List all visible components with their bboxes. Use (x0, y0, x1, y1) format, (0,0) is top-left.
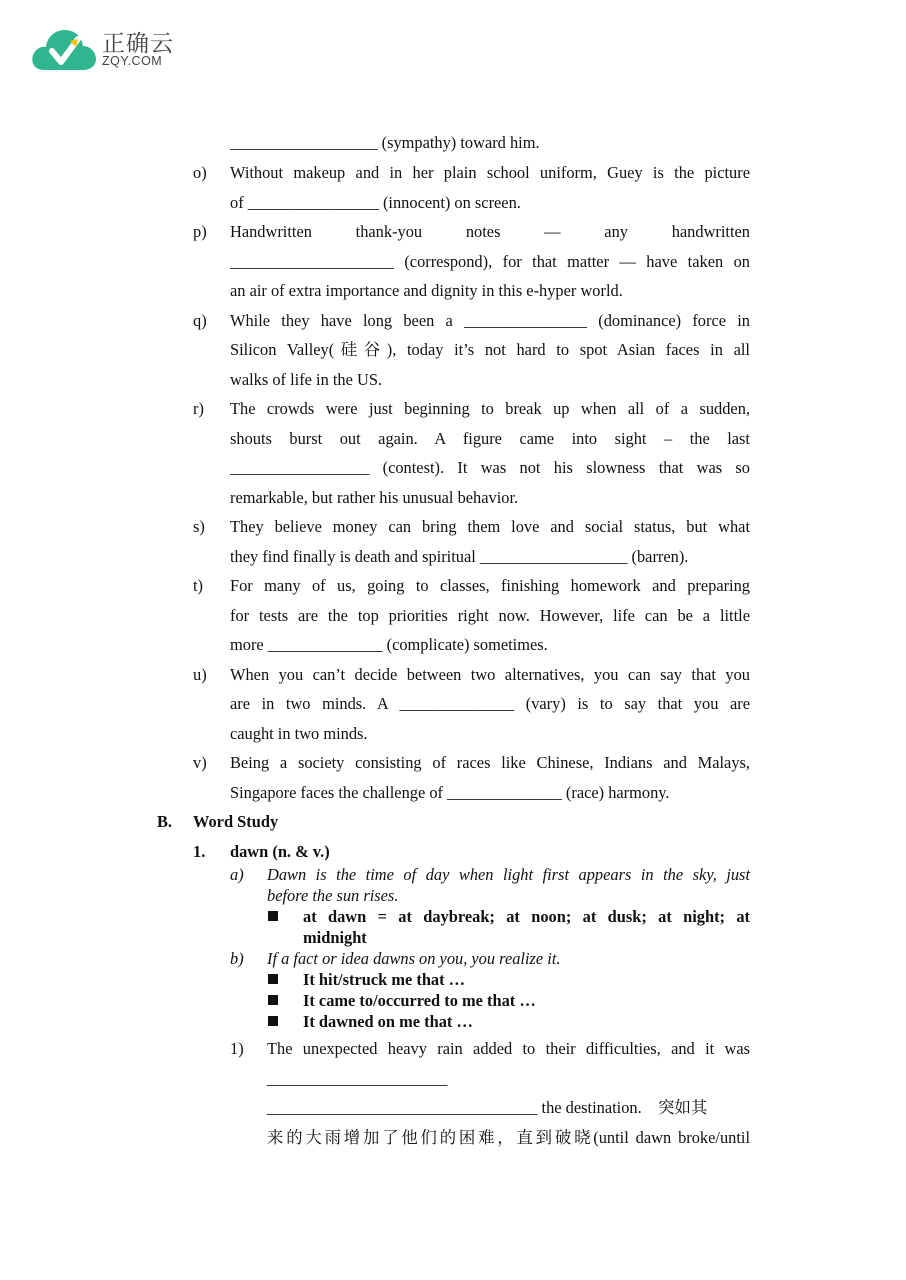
item-marker: v) (193, 753, 207, 772)
item-marker: s) (193, 517, 205, 536)
item-marker: r) (193, 399, 204, 418)
item-marker: u) (193, 665, 207, 684)
section-letter: B. (157, 812, 173, 831)
logo-text-cn: 正确云 (102, 31, 174, 57)
item-marker: t) (193, 576, 204, 595)
zqy-logo (30, 24, 180, 76)
sense-line: before the sun rises. (267, 886, 399, 905)
item-line: For many of us, going to classes, finishing homework and preparing (230, 576, 750, 595)
exercise-line: The unexpected heavy rain added to their difficulties, and it was (267, 1039, 750, 1058)
sense-line: Dawn is the time of day when light first appears in the sky, just (267, 865, 750, 884)
section-title: Word Study (193, 812, 279, 831)
item-line: __________________ (sympathy) toward him. (230, 133, 540, 152)
bullet-line: at dawn = at daybreak; at noon; at dusk; at night; at (303, 907, 750, 926)
exercise-marker: 1) (230, 1039, 244, 1058)
bullet-line: midnight (303, 928, 367, 947)
item-line: more ______________ (complicate) sometimes. (230, 635, 548, 654)
item-line: remarkable, but rather his unusual behavior. (230, 488, 519, 507)
entry-headword: dawn (n. & v.) (230, 842, 330, 861)
item-line: Singapore faces the challenge of ______________ (race) harmony. (230, 783, 670, 802)
cloud-check-icon (30, 24, 98, 74)
item-line: they find finally is death and spiritual __________________ (barren). (230, 547, 689, 566)
item-line: _________________ (contest). It was not his slowness that was so (230, 458, 750, 477)
bullet-line: It dawned on me that … (303, 1012, 473, 1031)
item-line: Handwritten thank-you notes — any handwritten (230, 222, 750, 241)
bullet-square-icon (268, 911, 278, 921)
item-line: When you can’t decide between two alternatives, you can say that you (230, 665, 750, 684)
exercise-blank: ______________________ (267, 1069, 448, 1088)
sense-line: If a fact or idea dawns on you, you realize it. (267, 949, 561, 968)
logo-text-en: ZQY.COM (102, 54, 163, 68)
sense-marker: a) (230, 865, 244, 884)
item-line: shouts burst out again. A figure came into sight – the last (230, 429, 750, 448)
item-line: caught in two minds. (230, 724, 368, 743)
item-line: walks of life in the US. (230, 370, 383, 389)
item-line: Being a society consisting of races like Chinese, Indians and Malays, (230, 753, 750, 772)
item-line: Silicon Valley(硅谷), today it’s not hard to spot Asian faces in all (230, 340, 750, 359)
item-line: The crowds were just beginning to break up when all of a sudden, (230, 399, 750, 418)
bullet-line: It came to/occurred to me that … (303, 991, 536, 1010)
item-line: ____________________ (correspond), for that matter — have taken on (230, 252, 750, 271)
item-line: are in two minds. A ______________ (vary) is to say that you are (230, 694, 750, 713)
exercise-line: _________________________________ the destination. 突如其 (267, 1098, 708, 1117)
exercise-line: 来的大雨增加了他们的困难，直到破晓(until dawn broke/until (267, 1128, 750, 1147)
item-line: an air of extra importance and dignity in this e-hyper world. (230, 281, 623, 300)
bullet-square-icon (268, 1016, 278, 1026)
item-line: They believe money can bring them love and social status, but what (230, 517, 750, 536)
item-line: for tests are the top priorities right now. However, life can be a little (230, 606, 750, 625)
bullet-line: It hit/struck me that … (303, 970, 466, 989)
item-marker: q) (193, 311, 207, 330)
item-marker: p) (193, 222, 207, 241)
bullet-square-icon (268, 995, 278, 1005)
entry-number: 1. (193, 842, 206, 861)
item-line: While they have long been a _______________ (dominance) force in (230, 311, 750, 330)
sense-marker: b) (230, 949, 244, 968)
bullet-square-icon (268, 974, 278, 984)
item-marker: o) (193, 163, 207, 182)
item-line: Without makeup and in her plain school uniform, Guey is the picture (230, 163, 750, 182)
item-line: of ________________ (innocent) on screen. (230, 193, 521, 212)
